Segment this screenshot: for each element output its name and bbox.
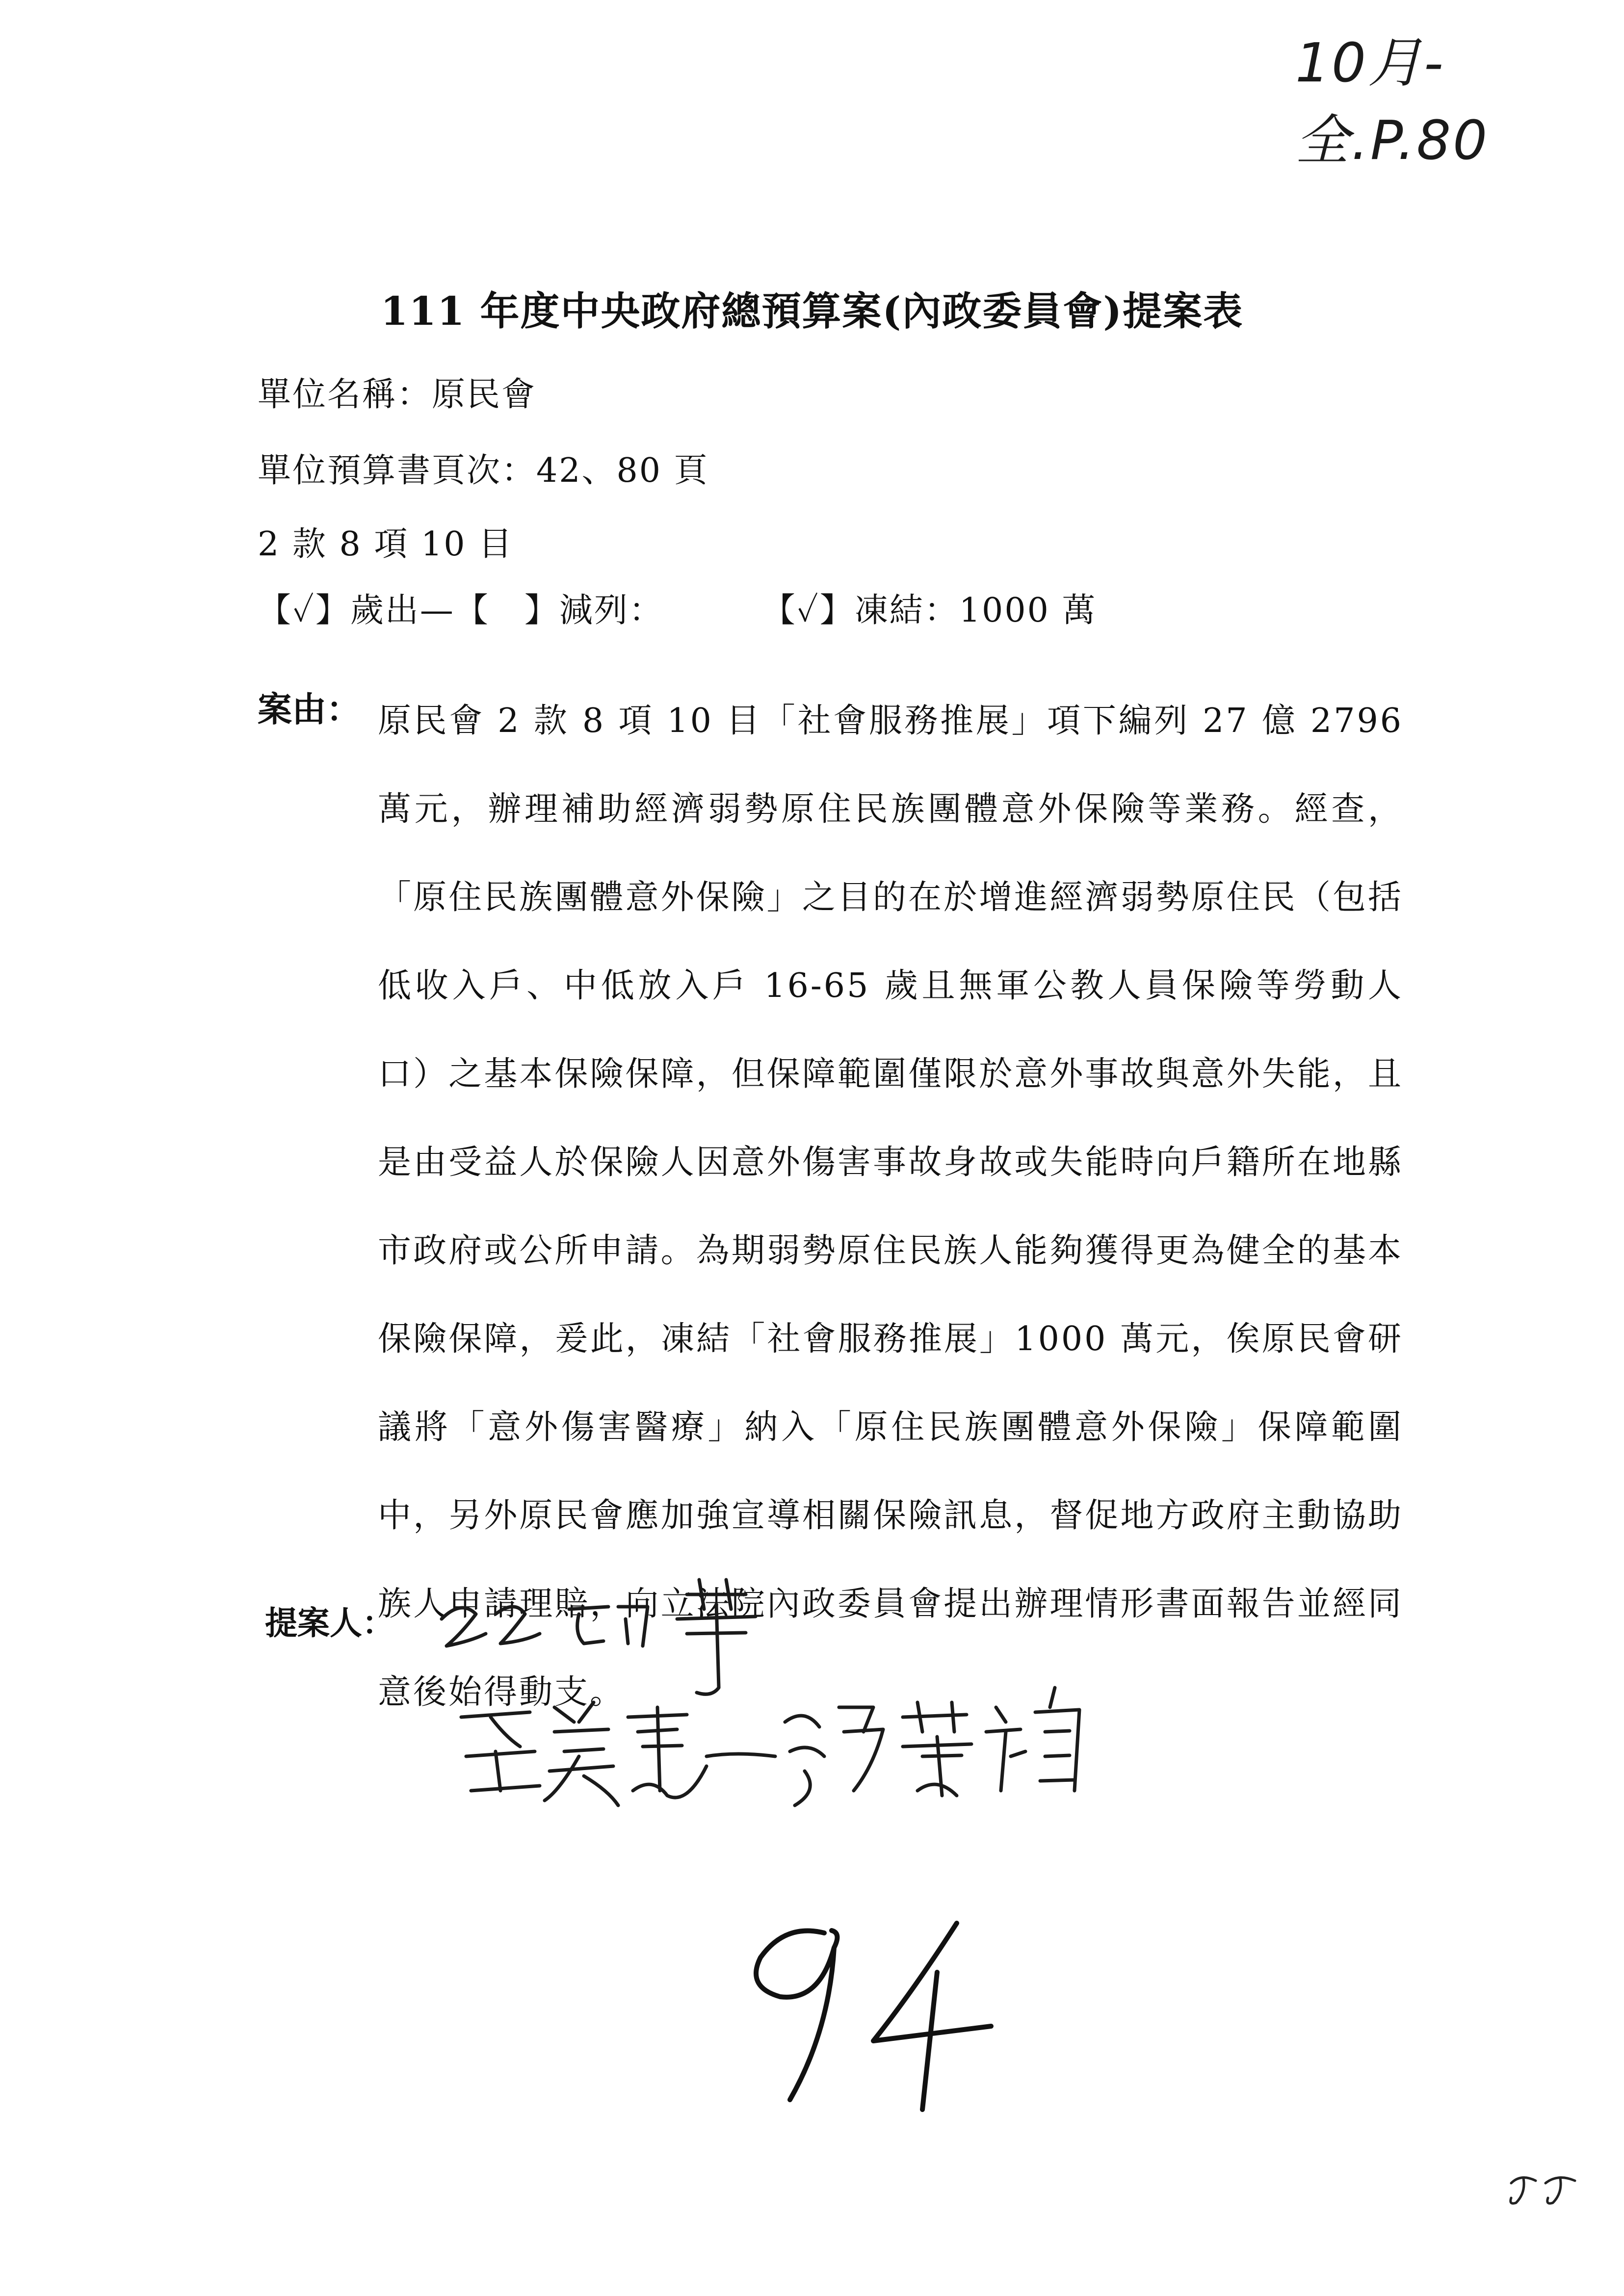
freeze-label: 凍結：1000 萬 <box>854 591 1097 630</box>
expense-checkbox-mark: 【✓】 <box>258 591 350 630</box>
budget-page-value: 42、80 頁 <box>536 451 709 490</box>
unit-name-label: 單位名稱： <box>258 375 432 414</box>
freeze-checkbox-mark: 【✓】 <box>761 591 855 630</box>
handwritten-page-note: 10月-全.P.80 <box>1295 31 1490 172</box>
handwritten-page-stamp <box>1501 2168 1590 2208</box>
cut-label: 減列： <box>559 591 664 630</box>
page-stamp-text: 55 <box>1501 2168 1502 2169</box>
expense-label: 歲出— <box>350 591 455 630</box>
budget-item-reference: 2 款 8 項 10 目 <box>258 525 514 564</box>
handwritten-number <box>726 1904 1001 2119</box>
unit-name-value: 原民會 <box>432 375 537 414</box>
case-label: 案由： <box>258 689 361 730</box>
proposer-label: 提案人： <box>265 1604 394 1642</box>
proposal-options-line <box>258 584 1097 631</box>
unit-name-line <box>258 368 536 416</box>
budget-page-line <box>258 444 709 492</box>
document-title: 111 年度中央政府總預算案(內政委員會)提案表 <box>380 288 1244 334</box>
budget-page-label: 單位預算書頁次： <box>258 451 537 490</box>
case-body-text: 原民會 2 款 8 項 10 目「社會服務推展」項下編列 27 億 2796 萬元，辦理補助經濟弱勢原住民族團體意外保險等業務。經查，「原住民族團體意外保險」之目的在於增進經濟弱勢原住民（包括低收入戶、中低放入戶 16-65 歲且無軍公教人員保險等勞動人口）之基本保險保障，但保障範圍僅限於意外事故與意外失能，且是由受益人於保險人因意外傷害事故身故或失能時向戶籍所在地縣市政府或公所申請。為期弱勢原住民族人能夠獲得更為健全的基本保險保障，爰此，凍結「社會服務推展」1000 萬元，俟原民會研議將「意外傷害醫療」納入「原住民族團體意外保險」保障範圍中，另外原民會應加強宣導相關保險訊息，督促地方政府主動協助族人申請理賠，向立法院內政委員會提出辦理情形書面報告並經同意後始得動支。 <box>378 702 1403 1712</box>
cut-checkbox-mark: 【 】 <box>454 591 559 630</box>
handwritten-signatures <box>432 1560 1119 1815</box>
